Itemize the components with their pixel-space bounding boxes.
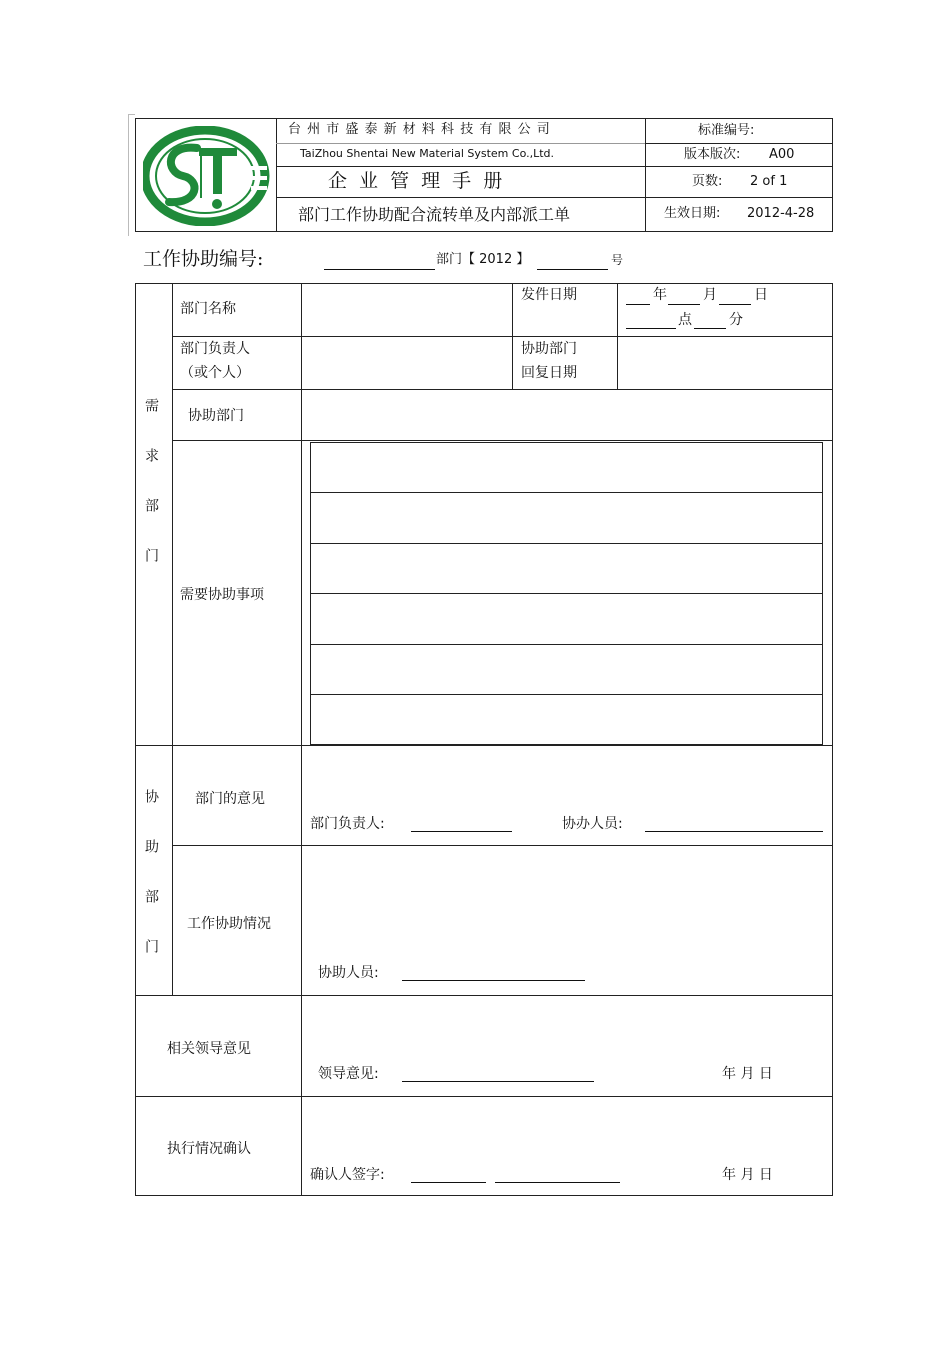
- matters-line-4[interactable]: [310, 644, 823, 645]
- assist-reply-label-2: 回复日期: [521, 365, 577, 381]
- assist-dept-label: 协助部门: [188, 408, 244, 424]
- assist-reply-field[interactable]: [618, 337, 832, 389]
- assist-staff-blank[interactable]: [402, 980, 585, 981]
- leader-date: 年 月 日: [722, 1066, 773, 1082]
- co-staff-label: 协办人员:: [562, 816, 623, 832]
- issue-year-label: 年: [653, 287, 667, 303]
- dept-name-field[interactable]: [302, 284, 512, 336]
- co-staff-blank[interactable]: [645, 831, 823, 832]
- matters-line-3[interactable]: [310, 593, 823, 594]
- assist-staff-label: 协助人员:: [318, 965, 379, 981]
- dept-head-sign-label: 部门负责人:: [310, 816, 385, 832]
- matters-line-2[interactable]: [310, 543, 823, 544]
- leader-opinion-blank[interactable]: [402, 1081, 594, 1082]
- dept-head-field[interactable]: [302, 337, 512, 389]
- company-name-cn: 台 州 市 盛 泰 新 材 料 科 技 有 限 公 司: [288, 122, 551, 137]
- exec-confirm-label: 执行情况确认: [167, 1141, 251, 1157]
- shentai-logo: [143, 126, 271, 226]
- section-request-text: 需求部门: [143, 398, 159, 598]
- dept-prefix: 部门【 2012 】: [436, 252, 530, 267]
- section-assist-text: 协助部门: [143, 789, 159, 989]
- dept-name-label: 部门名称: [180, 301, 236, 317]
- leader-opinion-row-label: 相关领导意见: [167, 1041, 251, 1057]
- leader-opinion-label: 领导意见:: [318, 1066, 379, 1082]
- company-name-en: TaiZhou Shentai New Material System Co.,Ltd.: [300, 147, 555, 160]
- issue-minute-blank[interactable]: [694, 328, 726, 329]
- manual-title: 企 业 管 理 手 册: [328, 170, 506, 192]
- issue-month-blank[interactable]: [668, 304, 700, 305]
- issue-year-blank[interactable]: [626, 304, 650, 305]
- document-title: 部门工作协助配合流转单及内部派工单: [298, 205, 571, 224]
- version-value: A00: [769, 147, 795, 162]
- dept-head-label-1: 部门负责人: [180, 341, 250, 357]
- effective-value: 2012-4-28: [747, 206, 815, 221]
- issue-minute-label: 分: [729, 312, 743, 328]
- pages-value: 2 of 1: [750, 174, 788, 189]
- assist-reply-label-1: 协助部门: [521, 341, 577, 357]
- confirm-sign-blank-1[interactable]: [411, 1182, 486, 1183]
- section-request-dept: [139, 398, 163, 598]
- assist-dept-field[interactable]: [302, 390, 832, 440]
- std-no-label: 标准编号:: [698, 123, 755, 138]
- issue-date-label: 发件日期: [521, 287, 577, 303]
- number-blank-2[interactable]: [537, 269, 608, 270]
- number-suffix: 号: [611, 253, 624, 267]
- version-label: 版本版次:: [684, 147, 741, 162]
- issue-month-label: 月: [703, 287, 717, 303]
- dept-head-sign-blank[interactable]: [411, 831, 512, 832]
- issue-hour-label: 点: [678, 312, 692, 328]
- confirm-sign-blank-2[interactable]: [495, 1182, 620, 1183]
- issue-day-blank[interactable]: [719, 304, 751, 305]
- confirm-date: 年 月 日: [722, 1167, 773, 1183]
- section-assist-dept: [139, 789, 163, 989]
- matters-line-1[interactable]: [310, 492, 823, 493]
- work-number-label: 工作协助编号:: [143, 248, 264, 270]
- pages-label: 页数:: [692, 174, 723, 189]
- matters-line-5[interactable]: [310, 694, 823, 695]
- issue-day-label: 日: [754, 287, 768, 303]
- issue-hour-blank[interactable]: [626, 328, 676, 329]
- confirm-sign-label: 确认人签字:: [310, 1167, 385, 1183]
- matters-label: 需要协助事项: [180, 587, 264, 603]
- work-status-label: 工作协助情况: [187, 916, 271, 932]
- dept-head-label-2: （或个人）: [180, 365, 250, 381]
- dept-opinion-label: 部门的意见: [195, 791, 265, 807]
- number-blank-1[interactable]: [324, 269, 435, 270]
- effective-label: 生效日期:: [664, 206, 721, 221]
